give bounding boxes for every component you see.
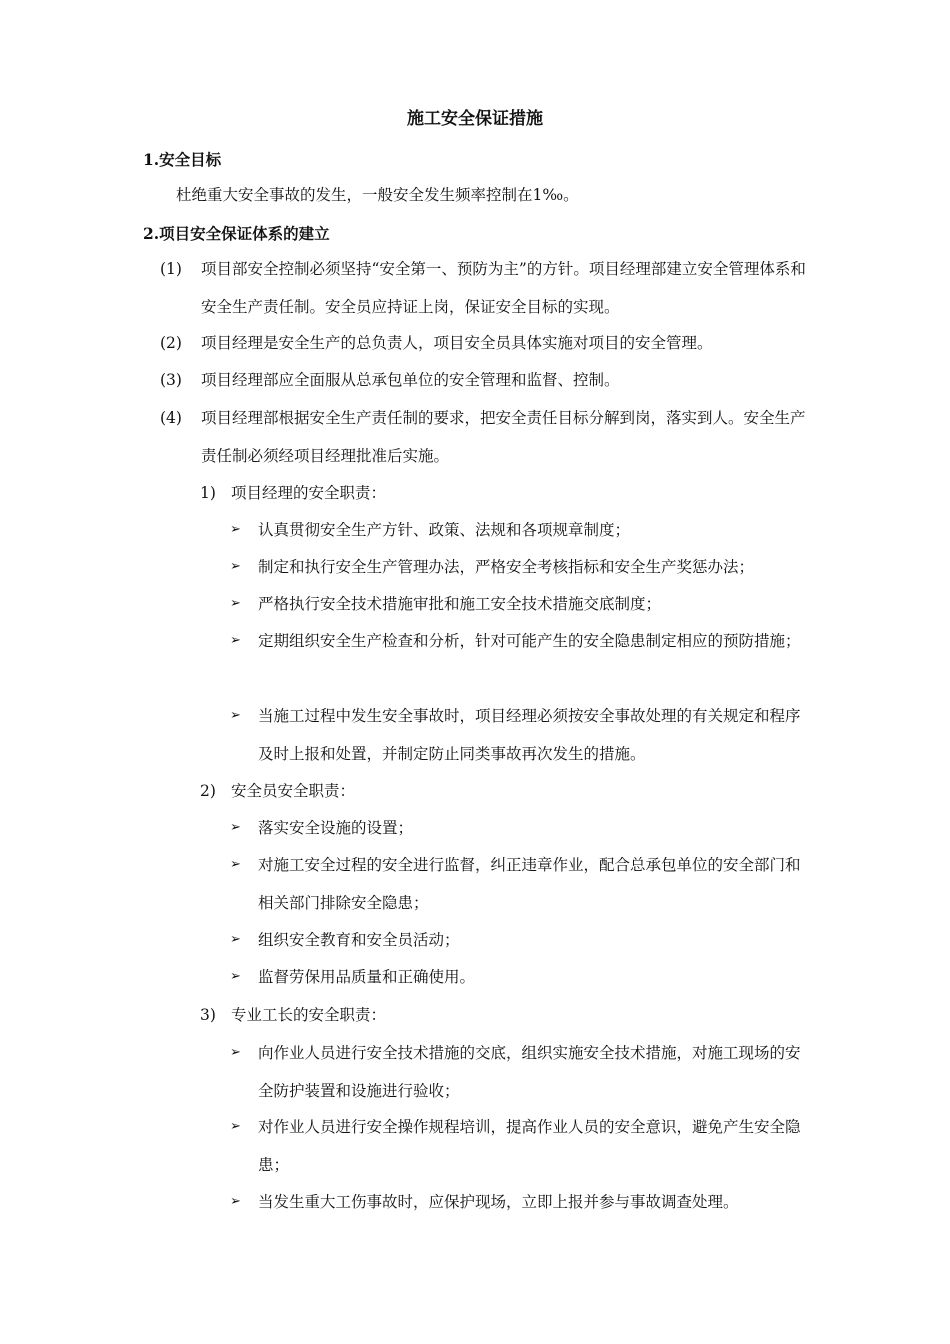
subsection-label: 安全员安全职责： (231, 782, 356, 800)
bullet-text: 严格执行安全技术措施审批和施工安全技术措施交底制度； (258, 595, 662, 613)
section-heading-2: 2.项目安全保证体系的建立 (143, 224, 330, 243)
bullet-arrow-icon: ➢ (230, 857, 241, 872)
item-number: (4) (160, 409, 182, 427)
section-heading-1: 1.安全目标 (143, 150, 222, 169)
bullet-text: 认真贯彻安全生产方针、政策、法规和各项规章制度； (258, 521, 631, 539)
subsection-label: 项目经理的安全职责： (231, 484, 387, 502)
bullet-text: 监督劳保用品质量和正确使用。 (258, 968, 476, 986)
bullet-arrow-icon: ➢ (230, 522, 241, 537)
bullet-text: 当施工过程中发生安全事故时，项目经理必须按安全事故处理的有关规定和程序及时上报和处置，并制定防止同类事故再次发生的措施。 (258, 707, 801, 763)
bullet-text: 制定和执行安全生产管理办法，严格安全考核指标和安全生产奖惩办法； (258, 558, 755, 576)
item-text: 项目经理部根据安全生产责任制的要求，把安全责任目标分解到岗，落实到人。安全生产责任制必须经项目经理批准后实施。 (201, 409, 806, 465)
bullet-text: 向作业人员进行安全技术措施的交底，组织实施安全技术措施，对施工现场的安全防护装置和设施进行验收； (258, 1044, 801, 1100)
bullet-arrow-icon: ➢ (230, 633, 241, 648)
subsection-number: 1) (200, 484, 216, 502)
item-text: 项目经理是安全生产的总负责人，项目安全员具体实施对项目的安全管理。 (201, 334, 713, 352)
section-1-body: 杜绝重大安全事故的发生，一般安全发生频率控制在1‰。 (176, 186, 579, 204)
bullet-arrow-icon: ➢ (230, 1194, 241, 1209)
bullet-text: 对作业人员进行安全操作规程培训，提高作业人员的安全意识，避免产生安全隐患； (258, 1118, 801, 1174)
item-text: 项目经理部应全面服从总承包单位的安全管理和监督、控制。 (201, 371, 620, 389)
subsection-label: 专业工长的安全职责： (231, 1006, 387, 1024)
bullet-text: 对施工安全过程的安全进行监督，纠正违章作业，配合总承包单位的安全部门和相关部门排除安全隐患； (258, 856, 801, 912)
bullet-arrow-icon: ➢ (230, 596, 241, 611)
bullet-text: 当发生重大工伤事故时，应保护现场，立即上报并参与事故调查处理。 (258, 1193, 739, 1211)
item-number: (2) (160, 334, 182, 352)
bullet-text: 组织安全教育和安全员活动； (258, 931, 460, 949)
item-number: (1) (160, 260, 182, 278)
bullet-arrow-icon: ➢ (230, 1045, 241, 1060)
document-title: 施工安全保证措施 (407, 109, 543, 129)
bullet-text: 定期组织安全生产检查和分析，针对可能产生的安全隐患制定相应的预防措施； (258, 632, 801, 650)
bullet-arrow-icon: ➢ (230, 1119, 241, 1134)
bullet-arrow-icon: ➢ (230, 932, 241, 947)
bullet-arrow-icon: ➢ (230, 820, 241, 835)
subsection-number: 3) (200, 1006, 216, 1024)
item-number: (3) (160, 371, 182, 389)
bullet-text: 落实安全设施的设置； (258, 819, 414, 837)
item-text: 项目部安全控制必须坚持“安全第一、预防为主”的方针。项目经理部建立安全管理体系和安全生产责任制。安全员应持证上岗，保证安全目标的实现。 (201, 260, 806, 316)
bullet-arrow-icon: ➢ (230, 708, 241, 723)
bullet-arrow-icon: ➢ (230, 969, 241, 984)
bullet-arrow-icon: ➢ (230, 559, 241, 574)
subsection-number: 2) (200, 782, 216, 800)
